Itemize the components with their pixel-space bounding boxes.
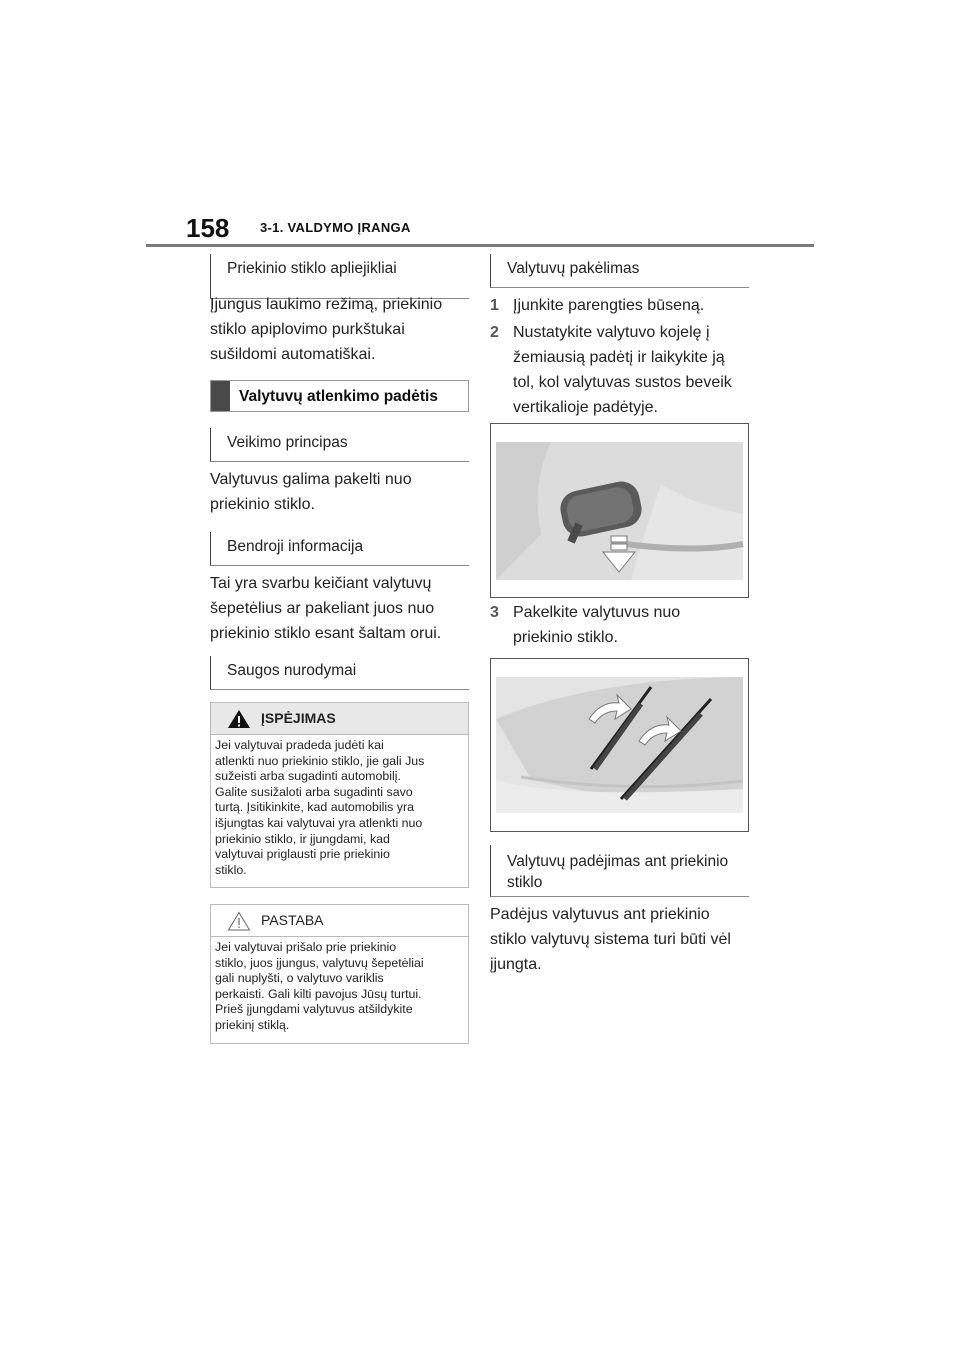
warning-text	[215, 738, 464, 878]
note-header	[211, 905, 468, 937]
text-line: stiklo, juos įjungus, valytuvų šepetėliai	[215, 955, 424, 970]
step-number: 2	[490, 324, 499, 341]
text-line: sužeisti arba sugadinti automobilį.	[215, 769, 401, 784]
text-line: stiklo	[507, 874, 543, 891]
chapter-title: 3-1. VALDYMO ĮRANGA	[260, 220, 411, 235]
text-line: valytuvai priglausti prie priekinio	[215, 847, 390, 862]
warning-title: ĮSPĖJIMAS	[261, 710, 336, 726]
note-text	[215, 940, 464, 1034]
figure-wiper-lever	[490, 423, 749, 598]
step-number: 1	[490, 297, 499, 314]
text-line: priekinio stiklo esant šaltam orui.	[210, 625, 442, 642]
subhead-principle: Veikimo principas	[210, 428, 469, 462]
text-line: tol, kol valytuvas sustos beveik	[513, 374, 732, 391]
step-text	[513, 600, 680, 650]
warning-box	[210, 702, 469, 888]
note-triangle-icon	[227, 911, 251, 931]
step-2	[490, 320, 750, 420]
section-title	[210, 380, 469, 412]
text-line: Įjungus laukimo režimą, priekinio	[210, 296, 443, 313]
step-text	[513, 320, 732, 420]
wiper-lever-illustration	[491, 424, 748, 597]
page-number: 158	[186, 213, 230, 243]
step-3	[490, 600, 750, 650]
general-text	[210, 571, 441, 646]
text-line: Valytuvų padėjimas ant priekinio	[507, 853, 729, 870]
text-line: Jei valytuvai pradeda judėti kai	[215, 738, 384, 752]
text-line: Padėjus valytuvus ant priekinio	[490, 906, 710, 923]
text-line: Įjunkite parengties būseną.	[513, 297, 705, 314]
subhead-placing	[490, 845, 749, 897]
text-line: priekinį stiklą.	[215, 1017, 290, 1032]
text-line: stiklo valytuvų sistema turi būti vėl	[490, 931, 731, 948]
note-title: PASTABA	[261, 912, 324, 928]
text-line: Prieš įjungdami valytuvus atšildykite	[215, 1002, 413, 1017]
text-line: Valytuvus galima pakelti nuo	[210, 471, 412, 488]
text-line: įjungta.	[490, 956, 542, 973]
text-line: stiklo apiplovimo purkštukai	[210, 321, 405, 338]
text-line: priekinio stiklo.	[513, 629, 618, 646]
note-box	[210, 904, 469, 1044]
section-title-text: Valytuvų atlenkimo padėtis	[239, 388, 438, 405]
subhead-lift: Valytuvų pakėlimas	[490, 254, 749, 288]
text-line: stiklo.	[215, 862, 247, 877]
principle-text	[210, 467, 412, 517]
text-line: vertikalioje padėtyje.	[513, 399, 658, 416]
text-line: priekinio stiklo, ir įjungdami, kad	[215, 831, 390, 846]
text-line: turtą. Įsitikinkite, kad automobilis yra	[215, 800, 415, 815]
placing-text	[490, 902, 731, 977]
text-line: priekinio stiklo.	[210, 496, 315, 513]
text-line: šepetėlius ar pakeliant juos nuo	[210, 600, 435, 617]
text-line: Nustatykite valytuvo kojelę į	[513, 324, 710, 341]
text-line: žemiausią padėtį ir laikykite ją	[513, 349, 725, 366]
subhead-general: Bendroji informacija	[210, 532, 469, 566]
text-line: išjungtas kai valytuvai yra atlenkti nuo	[215, 815, 423, 830]
section-bar	[211, 381, 230, 411]
subhead-safety: Saugos nurodymai	[210, 656, 469, 690]
header-rule	[146, 244, 814, 247]
text-line: gali nuplyšti, o valytuvo variklis	[215, 971, 384, 986]
text-line: perkaisti. Gali kilti pavojus Jūsų turtui.	[215, 986, 422, 1001]
warning-header	[211, 703, 468, 735]
text-line: atlenkti nuo priekinio stiklo, jie gali Jus	[215, 753, 425, 768]
warning-triangle-icon	[227, 709, 251, 729]
text-line: sušildomi automatiškai.	[210, 346, 376, 363]
lifted-wipers-illustration	[491, 659, 748, 831]
step-1	[490, 293, 750, 318]
step-number: 3	[490, 604, 499, 621]
washers-text	[210, 292, 442, 367]
text-line: Galite susižaloti arba sugadinti savo	[215, 784, 413, 799]
text-line: Jei valytuvai prišalo prie priekinio	[215, 940, 397, 954]
text-line: Tai yra svarbu keičiant valytuvų	[210, 575, 432, 592]
text-line: Pakelkite valytuvus nuo	[513, 604, 681, 621]
subhead-washers: Priekinio stiklo apliejikliai	[210, 254, 469, 299]
figure-lifted-wipers	[490, 658, 749, 832]
step-text	[513, 293, 704, 318]
